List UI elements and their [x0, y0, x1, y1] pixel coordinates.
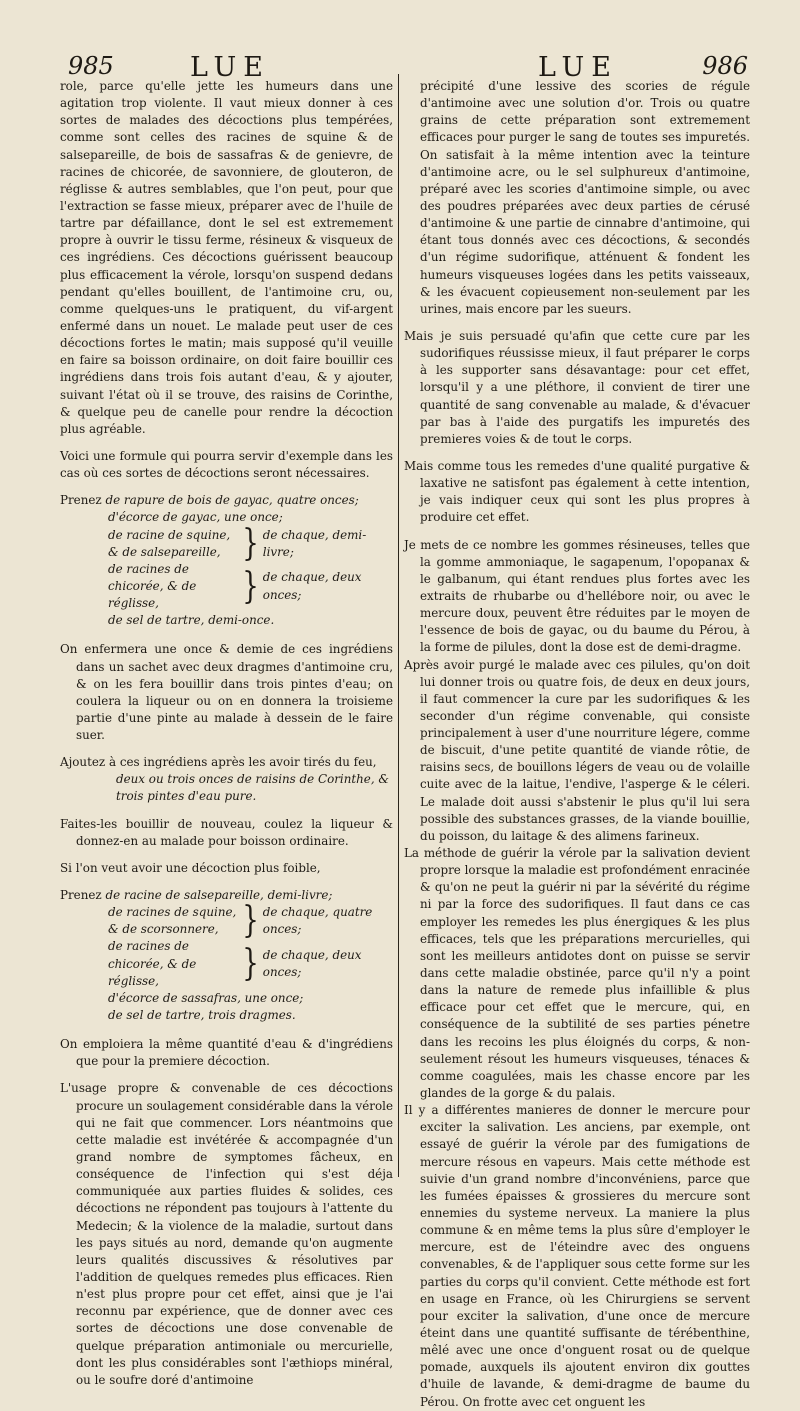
left-column — [60, 78, 393, 1387]
recipe-pair-quantity: de chaque, deux onces; — [262, 948, 362, 980]
recipe-pair-quantity: de chaque, deux onces; — [262, 570, 362, 602]
recipe-line: de sel de tartre, demi-once. — [108, 613, 275, 628]
right-page-number: 986 — [702, 52, 748, 80]
recipe-pair-ingredients: de racine de squine, & de salsepareille, — [108, 527, 231, 559]
brace: } — [242, 522, 259, 565]
paragraph: Après avoir purgé le malade avec ces pilules, qu'on doit lui donner trois ou quatre fois, de deux en deux jours, il faut commencer la cure par les sudorifiques & les seconder d'un régime convenable, qui consiste principalement à user d'une nourriture légere, comme de biscuit, d'une petite quantité de viande rôtie, de raisins secs, de bouillons légers de veau ou de volaille cuite avec de la laitue, l'endive, l'asperge & le céleri. Le malade doit aussi s'abstenir le plus qu'il lui sera possible des substances grasses, de la viande bouillie, du poisson, du laitage & des alimens farineux. — [404, 657, 750, 843]
recipe-pair-ingredients: de racines de chicorée, & de réglisse, — [108, 561, 197, 611]
recipe-prenez: Prenez — [60, 888, 102, 903]
paragraph: Ajoutez à ces ingrédiens après les avoir tirés du feu, — [60, 755, 377, 770]
recipe-pair — [60, 938, 393, 989]
brace: } — [242, 565, 259, 608]
paragraph: Mais comme tous les remedes d'une qualité purgative & laxative ne satisfont pas également à cette intention, je vais indiquer ceux qui sont les plus propres à produire cet effet. — [404, 458, 750, 525]
paragraph: On enfermera une once & demie de ces ingrédiens dans un sachet avec deux dragmes d'antimoine cru, & on les fera bouillir dans trois pintes d'eau; on coulera la liqueur ou on en donnera la troisieme partie d'une pinte au malade à dessein de le faire suer. — [60, 642, 393, 743]
paragraph: précipité d'une lessive des scories de régule d'antimoine avec une solution d'or. Trois ou quatre grains de cette préparation sont extremement efficaces pour purger le sang de toutes ses impuretés. On satisfait à la même intention avec la teinture d'antimoine acre, ou le sel sulphureux d'antimoine, préparé avec les scories d'antimoine simple, ou avec des poudres préparées avec deux parties de cérusé d'antimoine & une partie de cinnabre d'antimoine, qui étant tous donnés avec ces décoctions, & secondés d'un régime sudorifique, atténuent & fondent les humeurs visqueuses logées dans les petits vaisseaux, & les évacuent copieusement non-seulement par les urines, mais encore par les sueurs. — [420, 79, 750, 316]
left-page-number: 985 — [68, 52, 114, 80]
brace: } — [242, 943, 259, 986]
recipe-2 — [60, 887, 393, 1024]
paragraph: Voici une formule qui pourra servir d'exemple dans les cas où ces sortes de décoctions seront nécessaires. — [60, 448, 393, 481]
recipe-line: d'écorce de sassafras, une once; — [108, 990, 304, 1005]
paragraph: Il y a différentes manieres de donner le mercure pour exciter la salivation. Les anciens, par exemple, ont essayé de guérir la vérole par des fumigations de mercure résous en vapeurs. Mais cette méthode est suivie d'un grand nombre d'inconvéniens, parce que les fumées épaisses & grossieres du mercure sont ennemies du systeme nerveux. La maniere la plus commune & en même tems la plus sûre d'employer le mercure, est de l'éteindre avec des onguens convenables, & de l'appliquer sous cette forme sur les parties du corps qu'il convient. Cette méthode est fort en usage en France, où les Chirurgiens se servent pour exciter la salivation, d'une once de mercure éteint dans une quantité suffisante de térébenthine, mêlé avec une once d'onguent rosat ou de quelque pomade, auxquels ils ajoutent environ dix gouttes d'huile de lavande, & demi-dragme de baume du Pérou. On frotte avec cet onguent les — [404, 1103, 750, 1409]
column-divider — [398, 74, 399, 1177]
paragraph: On emploiera la même quantité d'eau & d'ingrédiens que pour la premiere décoction. — [60, 1037, 393, 1069]
recipe-pair — [60, 900, 393, 943]
recipe-pair — [60, 522, 393, 565]
recipe-pair-quantity: de chaque, demi-livre; — [262, 527, 367, 559]
recipe-line: de racine de salsepareille, demi-livre; — [105, 888, 333, 903]
left-running-head: LUE — [190, 52, 270, 83]
recipe-line: de rapure de bois de gayac, quatre onces; — [105, 493, 359, 508]
paragraph: Mais je suis persuadé qu'afin que cette cure par les sudorifiques réussisse mieux, il faut préparer le corps à les supporter sans désavantage: pour cet effet, lorsqu'il y a une pléthore, il convient de tirer une quantité de sang convenable au malade, & d'évacuer par bas à l'aide des purgatifs les impuretés des premieres voies & de tout le corps. — [404, 328, 750, 446]
paragraph: Faites-les bouillir de nouveau, coulez la liqueur & donnez-en au malade pour boisson ordinaire. — [60, 816, 393, 848]
right-column — [404, 78, 750, 1409]
paragraph: Si l'on veut avoir une décoction plus foible, — [60, 860, 321, 875]
recipe-prenez: Prenez — [60, 493, 102, 508]
recipe-pair-ingredients: de racines de squine, & de scorsonnere, — [108, 905, 237, 937]
recipe-line: d'écorce de gayac, une once; — [108, 510, 283, 525]
recipe-pair-ingredients: de racines de chicorée, & de réglisse, — [108, 939, 197, 988]
recipe-pair-quantity: de chaque, quatre onces; — [262, 905, 373, 937]
paragraph: Je mets de ce nombre les gommes résineuses, telles que la gomme ammoniaque, le sagapenum, l'opopanax & le galbanum, qui étant rendues plus fortes avec les extraits de rhubarbe ou d'hellébore noir, ou avec le mercure doux, peuvent être réduites par le moyen de l'essence de bois de gayac, ou du baume du Pérou, à la forme de pilules, dont la dose est de demi-dragme. — [404, 537, 750, 655]
recipe-1 — [60, 492, 393, 629]
paragraph: role, parce qu'elle jette les humeurs dans une agitation trop violente. Il vaut mieux donner à ces sortes de malades des décoctions plus tempérées, comme sont celles des racines de squine & de salsepareille, de bois de sassafras & de genievre, de racines de chicorée, de savonniere, de glouteron, de réglisse & autres semblables, que l'on peut, pour que l'extraction se fasse mieux, préparer avec de l'huile de tartre par défaillance, dont le sel est extremement propre à ouvrir le tissu ferme, résineux & visqueux de ces ingrédiens. Ces décoctions guérissent beaucoup plus efficacement la vérole, lorsqu'on suspend dedans pendant qu'elles bouillent, de l'antimoine cru, ou, comme quelques-uns le pratiquent, du vif-argent enfermé dans un nouet. Le malade peut user de ces décoctions fortes le matin; mais supposé qu'il veuille en faire sa boisson ordinaire, on doit faire bouillir ces ingrédiens dans trois fois autant d'eau, & y ajouter, suivant l'état où il se trouve, des raisins de Corinthe, & quelque peu de canelle pour rendre la décoction plus agréable. — [60, 79, 393, 436]
recipe-line: de sel de tartre, trois dragmes. — [108, 1008, 296, 1023]
paragraph: L'usage propre & convenable de ces décoctions procure un soulagement considérable dans la vérole qui ne fait que commencer. Lors néantmoins que cette maladie est invétérée & accompagnée d'un grand nombre de symptomes fâcheux, en conséquence de l'infection qui s'est déja communiquée aux parties fluides & solides, ces décoctions ne répondent pas toujours à l'attente du Medecin; & la violence de la maladie, surtout dans les pays situés au nord, demande qu'on augmente leurs qualités discussives & résolutives par l'addition de quelques remedes plus efficaces. Rien n'est plus propre pour cet effet, ainsi que je l'ai reconnu par expérience, que de donner avec ces sortes de décoctions une dose convenable de quelque préparation antimoniale ou mercurielle, dont les plus considérables sont l'æthiops minéral, ou le soufre doré d'antimoine — [60, 1081, 393, 1387]
recipe-items: deux ou trois onces de raisins de Corinthe, & trois pintes d'eau pure. — [116, 772, 389, 804]
paragraph: La méthode de guérir la vérole par la salivation devient propre lorsque la maladie est profondément enracinée & qu'on ne peut la guérir ni par la sévérité du régime ni par la force des sudorifiques. Il faut dans ce cas employer les remedes les plus énergiques & les plus efficaces, tels que les préparations mercurielles, qui sont les meilleurs antidotes dont on puisse se servir dans cette maladie obstinée, parce qu'il n'y a point dans la nature de remede plus infaillible & plus efficace pour cet effet que le mercure, qui, en conséquence de la subtilité de ses parties pénetre dans les recoins les plus éloignés du corps, & non-seulement résout les humeurs visqueuses, ténaces & comme coagulées, mais les chasse encore par les glandes de la gorge & du palais. — [404, 846, 750, 1101]
right-running-head: LUE — [538, 52, 618, 83]
brace: } — [242, 900, 259, 943]
recipe-pair — [60, 561, 393, 612]
